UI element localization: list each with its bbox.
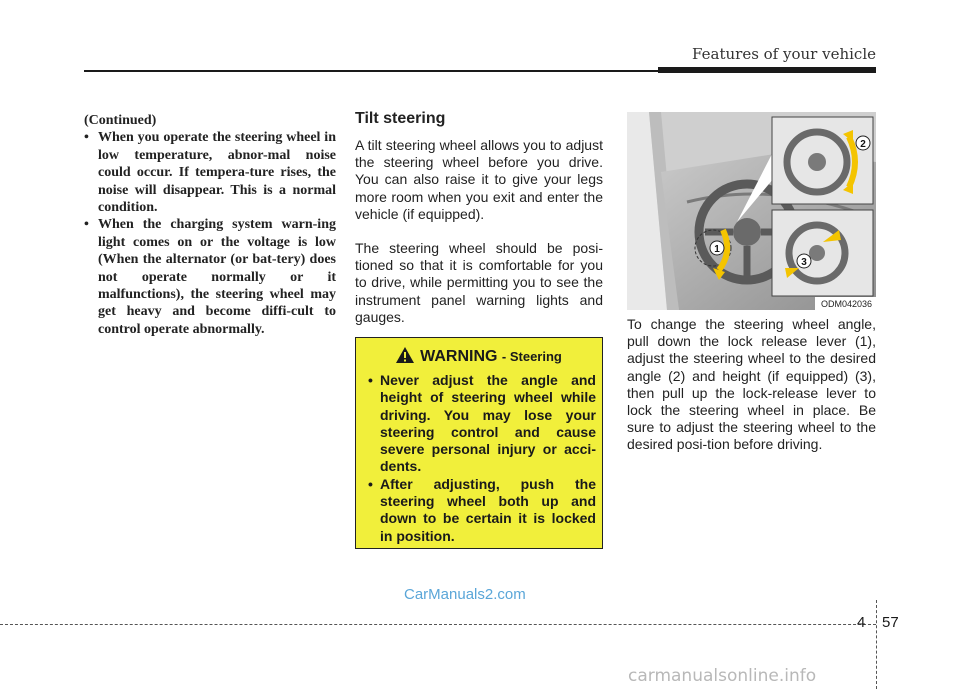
steering-illustration [627, 112, 876, 310]
callout-2: 2 [860, 139, 866, 150]
paragraph: To change the steering wheel angle, pull down the lock release lever (1), adjust the steering wheel to the desired angle (2) and height (if equipped) (3), then pull up the lock-release lever to lock the steering wheel in place. Be sure to adjust the steering wheel to the desired posi-tion before driving. [627, 316, 876, 453]
watermark-link[interactable]: CarManuals2.com [404, 586, 526, 603]
warning-box [355, 337, 603, 549]
chapter-number: 4 [857, 614, 866, 631]
warning-bullet-list [368, 372, 596, 545]
right-column [627, 316, 876, 454]
callout-1: 1 [714, 244, 720, 255]
list-item: • When the charging system warn-ing light comes on or the voltage is low (When the alternator (or bat-tery) does not operate normally or it malfunctions), the steering wheel may get heavy and become diffi-cult to control operate abnormally. [84, 216, 336, 338]
list-item: • Never adjust the angle and height of steering wheel while driving. You may lose your steering control and cause severe personal injury or acci-dents. [368, 372, 596, 476]
site-watermark: carmanualsonline.info [628, 666, 817, 686]
footer-divider [876, 600, 877, 689]
page-number: 57 [882, 614, 899, 631]
left-bullet-list [84, 129, 336, 338]
footer-rule [0, 624, 876, 625]
continued-label: (Continued) [84, 113, 157, 128]
middle-column [355, 110, 603, 343]
paragraph: The steering wheel should be posi-tioned so that it is comfortable for you to drive, while permitting you to see the instrument panel warning lights and gauges. [355, 240, 603, 325]
header-rule [84, 70, 658, 72]
left-column [84, 112, 336, 338]
figure-code: ODM042036 [820, 299, 872, 309]
warning-triangle-icon [396, 347, 414, 363]
callout-3: 3 [801, 257, 807, 268]
section-heading: Tilt steering [355, 110, 446, 127]
warning-topic: - Steering [501, 349, 562, 364]
list-item: • When you operate the steering wheel in low temperature, abnor-mal noise could occur. If tempera-ture rises, the noise will disappear. This is a normal condition. [84, 129, 336, 216]
list-item: • After adjusting, push the steering wheel both up and down to be certain it is locked in position. [368, 476, 596, 545]
paragraph: A tilt steering wheel allows you to adjust the steering wheel before you drive. You can also raise it to give your legs more room when you exit and enter the vehicle (if equipped). [355, 137, 603, 222]
steering-figure [627, 112, 876, 310]
warning-label: WARNING [420, 348, 498, 365]
header-rule-bold [658, 67, 876, 73]
warning-title [356, 347, 602, 366]
section-title: Features of your vehicle [692, 45, 876, 63]
